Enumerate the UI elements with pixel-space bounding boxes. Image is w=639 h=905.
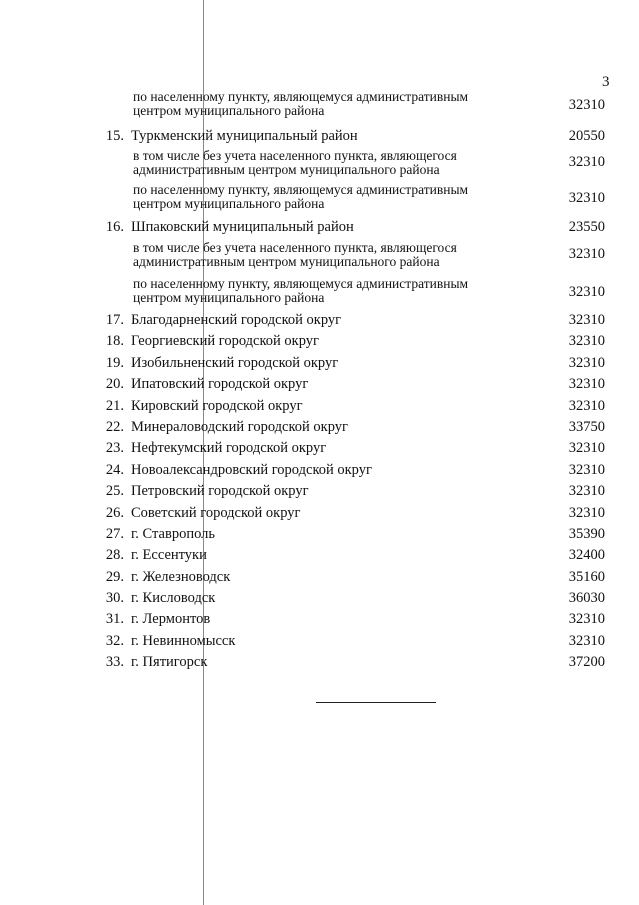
- row-number: 16.: [105, 219, 124, 235]
- row-value: 32310: [568, 284, 605, 300]
- table-row: [0, 376, 639, 397]
- table-row: [0, 505, 639, 526]
- row-value: 32310: [568, 312, 605, 328]
- row-label: в том числе без учета населенного пункта, являющегося административным центром муниципального района: [133, 148, 457, 177]
- table-subrow: [0, 183, 639, 219]
- row-value: 32400: [568, 547, 605, 564]
- row-number: 33.: [105, 654, 124, 671]
- row-number: 31.: [105, 611, 124, 628]
- row-value: 32310: [568, 154, 605, 170]
- row-label: г. Невинномысск: [131, 632, 236, 649]
- row-number: 21.: [105, 397, 124, 414]
- row-value: 32310: [568, 376, 605, 393]
- row-value: 32310: [568, 440, 605, 457]
- table-row: [0, 483, 639, 504]
- row-label: Шпаковский муниципальный район: [131, 219, 354, 235]
- row-label: Нефтекумский городской округ: [131, 440, 327, 457]
- row-label: Ипатовский городской округ: [131, 376, 309, 393]
- row-number: 17.: [105, 312, 124, 328]
- document-table: [0, 90, 639, 676]
- table-row: [0, 128, 639, 149]
- row-label: в том числе без учета населенного пункта, являющегося административным центром муниципального района: [133, 240, 457, 269]
- row-number: 24.: [105, 461, 124, 478]
- row-value: 36030: [568, 590, 605, 607]
- row-value: 32310: [568, 246, 605, 262]
- table-subrow: [0, 241, 639, 277]
- row-value: 32310: [568, 611, 605, 628]
- row-label: Новоалександровский городской округ: [131, 461, 372, 478]
- row-number: 30.: [105, 590, 124, 607]
- row-value: 32310: [568, 632, 605, 649]
- page-number: 3: [602, 74, 610, 90]
- row-label: Изобильненский городской округ: [131, 354, 339, 371]
- table-row: [0, 547, 639, 568]
- row-number: 32.: [105, 632, 124, 649]
- row-value: 32310: [568, 190, 605, 206]
- row-value: 32310: [568, 461, 605, 478]
- row-label: г. Ессентуки: [131, 547, 207, 564]
- row-value: 35160: [568, 568, 605, 585]
- table-row: [0, 462, 639, 483]
- row-value: 37200: [568, 654, 605, 671]
- row-value: 32310: [568, 333, 605, 350]
- row-label: Благодарненский городской округ: [131, 312, 342, 328]
- row-number: 27.: [105, 525, 124, 542]
- row-number: 26.: [105, 504, 124, 521]
- row-label: по населенному пункту, являющемуся административным центром муниципального района: [133, 276, 469, 305]
- row-label: г. Пятигорск: [131, 654, 208, 671]
- table-row: [0, 526, 639, 547]
- row-value: 32310: [568, 354, 605, 371]
- table-row: [0, 419, 639, 440]
- row-value: 32310: [568, 97, 605, 113]
- table-row: [0, 569, 639, 590]
- table-row: [0, 312, 639, 333]
- row-label: Советский городской округ: [131, 504, 301, 521]
- row-label: Туркменский муниципальный район: [131, 128, 358, 144]
- row-label: г. Кисловодск: [131, 590, 216, 607]
- row-label: г. Лермонтов: [131, 611, 211, 628]
- row-label: Кировский городской округ: [131, 397, 303, 414]
- row-value: 33750: [568, 418, 605, 435]
- row-number: 25.: [105, 483, 124, 500]
- row-label: Георгиевский городской округ: [131, 333, 319, 350]
- row-value: 32310: [568, 483, 605, 500]
- row-label: г. Ставрополь: [131, 525, 216, 542]
- table-row: [0, 398, 639, 419]
- row-number: 23.: [105, 440, 124, 457]
- row-value: 23550: [568, 219, 605, 235]
- row-label: по населенному пункту, являющемуся административным центром муниципального района: [133, 89, 469, 118]
- row-value: 35390: [568, 525, 605, 542]
- table-row: [0, 654, 639, 675]
- table-subrow: [0, 90, 639, 128]
- row-number: 22.: [105, 418, 124, 435]
- row-number: 19.: [105, 354, 124, 371]
- row-label: г. Железноводск: [131, 568, 231, 585]
- closing-separator-line: [316, 702, 436, 703]
- table-row: [0, 333, 639, 354]
- row-number: 18.: [105, 333, 124, 350]
- table-row: [0, 219, 639, 241]
- row-number: 28.: [105, 547, 124, 564]
- row-number: 20.: [105, 376, 124, 393]
- row-value: 20550: [568, 128, 605, 144]
- table-subrow: [0, 149, 639, 183]
- table-row: [0, 440, 639, 461]
- row-value: 32310: [568, 504, 605, 521]
- row-number: 29.: [105, 568, 124, 585]
- row-label: по населенному пункту, являющемуся административным центром муниципального района: [133, 182, 469, 211]
- table-row: [0, 633, 639, 654]
- row-label: Минераловодский городской округ: [131, 418, 348, 435]
- row-label: Петровский городской округ: [131, 483, 309, 500]
- table-subrow: [0, 277, 639, 312]
- table-row: [0, 355, 639, 376]
- row-number: 15.: [105, 128, 124, 144]
- table-row: [0, 590, 639, 611]
- table-row: [0, 611, 639, 632]
- row-value: 32310: [568, 397, 605, 414]
